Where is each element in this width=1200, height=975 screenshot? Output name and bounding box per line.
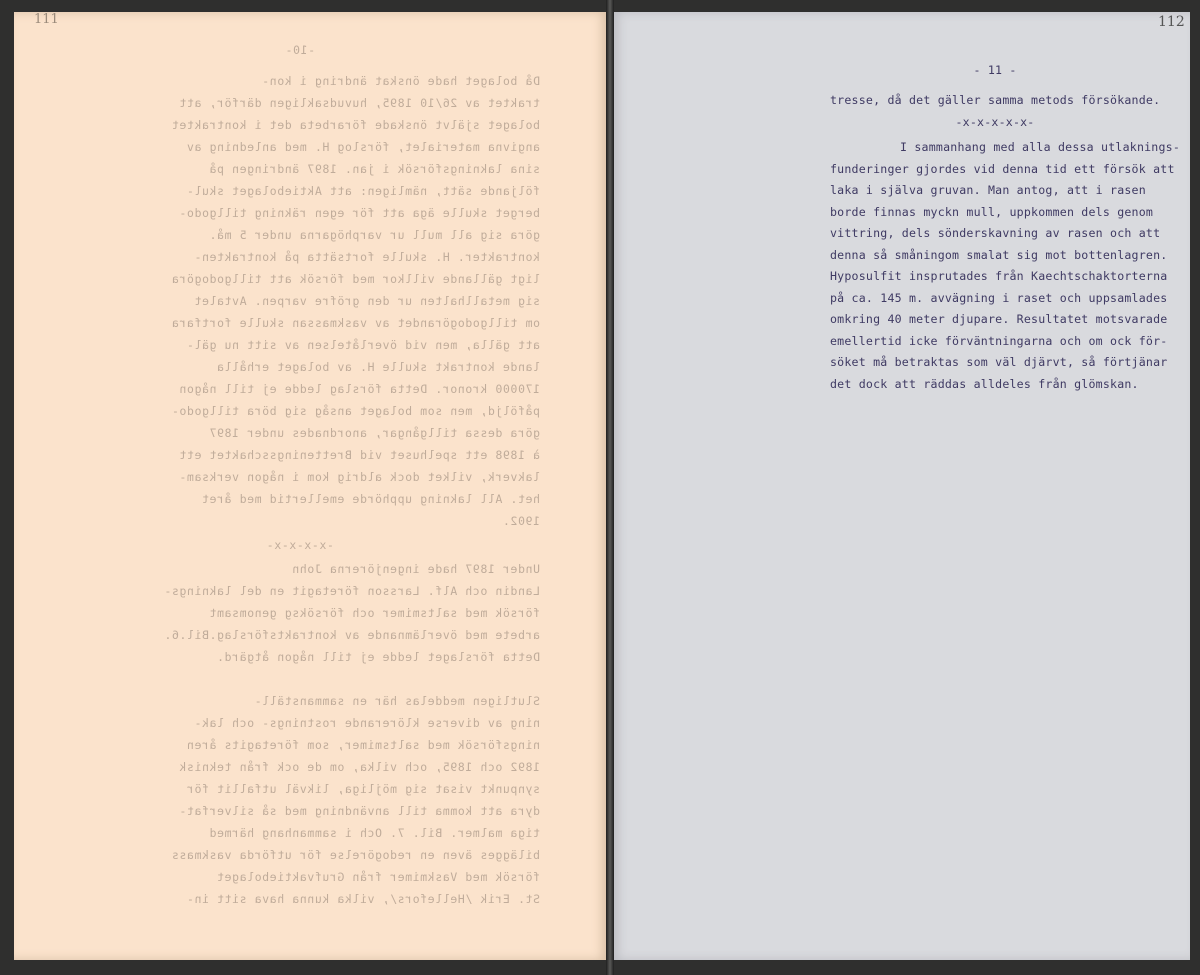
- text-line: laka i själva gruvan. Man antog, att i rasen: [830, 183, 1146, 197]
- text-line: Hyposulfit insprutades från Kaechtschaktorterna: [830, 269, 1168, 283]
- text-line: försök med saltsmimer och försöksg genomsamt: [208, 606, 540, 620]
- text-line: på ca. 145 m. avvägning i raset och uppsamlades: [830, 290, 1168, 305]
- text-line: Slutligen meddelas här en sammanställ-: [254, 694, 540, 708]
- text-line: het. All lakning upphörde emellertid med året: [201, 492, 540, 506]
- text-line: sig metallhalten ur den gröfre varpen. Avtalet: [193, 294, 540, 308]
- text-line: borde finnas myckn mull, uppkommen dels genom: [830, 204, 1154, 219]
- text-line: ningsförsök med saltsmimer, som företagits åren: [186, 738, 540, 752]
- right-archive-number: 112: [1158, 14, 1185, 30]
- text-line: vittring, dels sönderskavning av rasen och att: [830, 226, 1161, 240]
- text-line: tiga malmer. Bil. 7. Och i sammanhang härmed: [208, 826, 540, 840]
- text-line: berget skulle äga att för egen räkning tillgodo-: [178, 206, 540, 220]
- text-line: 170000 kronor. Detta förslag ledde ej till någon: [178, 382, 540, 396]
- text-line: att gälla, men vid överlåtelsen av sitt nu gäl-: [186, 338, 540, 352]
- text-line: bolaget självt önskade förarbeta det i kontraktet: [171, 118, 540, 132]
- text-line: Då bolaget hade önskat ändring i kon-: [261, 74, 540, 88]
- text-line: lande kontrakt skulle H. av bolaget erhålla: [216, 360, 540, 374]
- left-page-separator: -x-x-x-x-: [266, 538, 334, 552]
- ghost-stamp-mark-bottom: [752, 860, 842, 950]
- text-line: emellertid icke förväntningarna och om ock för-: [830, 333, 1168, 348]
- text-line: omkring 40 meter djupare. Resultatet motsvarade: [830, 312, 1168, 326]
- text-line: angivna materialet, förslog H. med anledning av: [186, 140, 540, 154]
- left-archive-number: 111: [34, 12, 59, 27]
- right-page-separator: -x-x-x-x-x-: [955, 114, 1035, 129]
- book-gutter: [606, 0, 614, 975]
- text-line: synpunkt visat sig möjliga, likväl utfallit för: [186, 782, 540, 796]
- text-line: Landin och Alf. Larsson företagit en del laknings-: [163, 584, 540, 598]
- left-page-bleed-through-text: [60, 40, 540, 910]
- text-line: sina lakningsförsök i jan. 1897 ändringen på: [208, 162, 540, 176]
- text-line: St. Erik /Hellefors/, vilka kunna hava sitt in-: [186, 892, 540, 906]
- text-line: söket må betraktas som väl djärvt, så förtjänar: [830, 355, 1168, 369]
- left-page-number: -10-: [284, 43, 316, 57]
- text-line: göra sig all mull ur varphögarna under 5 må.: [208, 228, 540, 242]
- text-line: om tillgodogörandet av vaskmassan skulle fortfara: [171, 316, 540, 330]
- text-line: I sammanhang med alla dessa utlaknings-: [900, 140, 1181, 154]
- text-line: Under 1897 hade ingenjörerna John: [291, 562, 540, 576]
- text-line: följande sätt, nämligen: att Aktiebolaget skul-: [186, 184, 540, 198]
- text-line: kontrakter. H. skulle fortsätta på kontrakten-: [193, 250, 540, 264]
- text-line: bilägges även en redogörelse för utförda vaskmass: [171, 848, 540, 862]
- text-line: det dock att räddas alldeles från glömskan.: [830, 376, 1139, 391]
- right-page-text: [830, 58, 1181, 395]
- text-line: göra dessa tillgångar, anordnades under 1897: [208, 426, 540, 440]
- text-line: traktet av 26/10 1895, huvudsakligen därför, att: [178, 96, 540, 110]
- ghost-stamp-mark: [752, 60, 842, 560]
- text-line: Detta förslaget ledde ej till någon åtgärd.: [216, 650, 540, 664]
- text-line: à 1898 ett spelhuset vid Bretteningsschaktet ett: [178, 448, 540, 462]
- text-line: tresse, då det gäller samma metods försökande.: [830, 93, 1161, 107]
- text-line: påföljd, men som bolaget ansåg sig böra tillgodo-: [171, 404, 540, 418]
- text-line: försök med Vaskmimer från Grufvaktiebolaget: [216, 870, 540, 884]
- text-line: denna så småningom smalat sig mot bottenlagren.: [830, 247, 1168, 262]
- text-line: 1902.: [502, 514, 540, 528]
- text-line: ning av diverse klörerande rostnings- och lak-: [193, 716, 540, 730]
- text-line: [60, 668, 540, 690]
- text-line: arbete med överlämnande av kontraktsförslag.Bil.6.: [163, 628, 540, 642]
- text-line: ligt gällande villkor med försök att tillgodogöra: [171, 272, 540, 286]
- right-page-number: - 11 -: [973, 63, 1017, 77]
- text-line: dyra att komma till användning med så silverfat-: [178, 804, 540, 818]
- text-line: funderinger gjordes vid denna tid ett försök att: [830, 161, 1175, 176]
- text-line: 1892 och 1895, och vilka, om de ock från teknisk: [178, 760, 540, 774]
- text-line: lakverk, vilket dock aldrig kom i någon verksam-: [178, 470, 540, 484]
